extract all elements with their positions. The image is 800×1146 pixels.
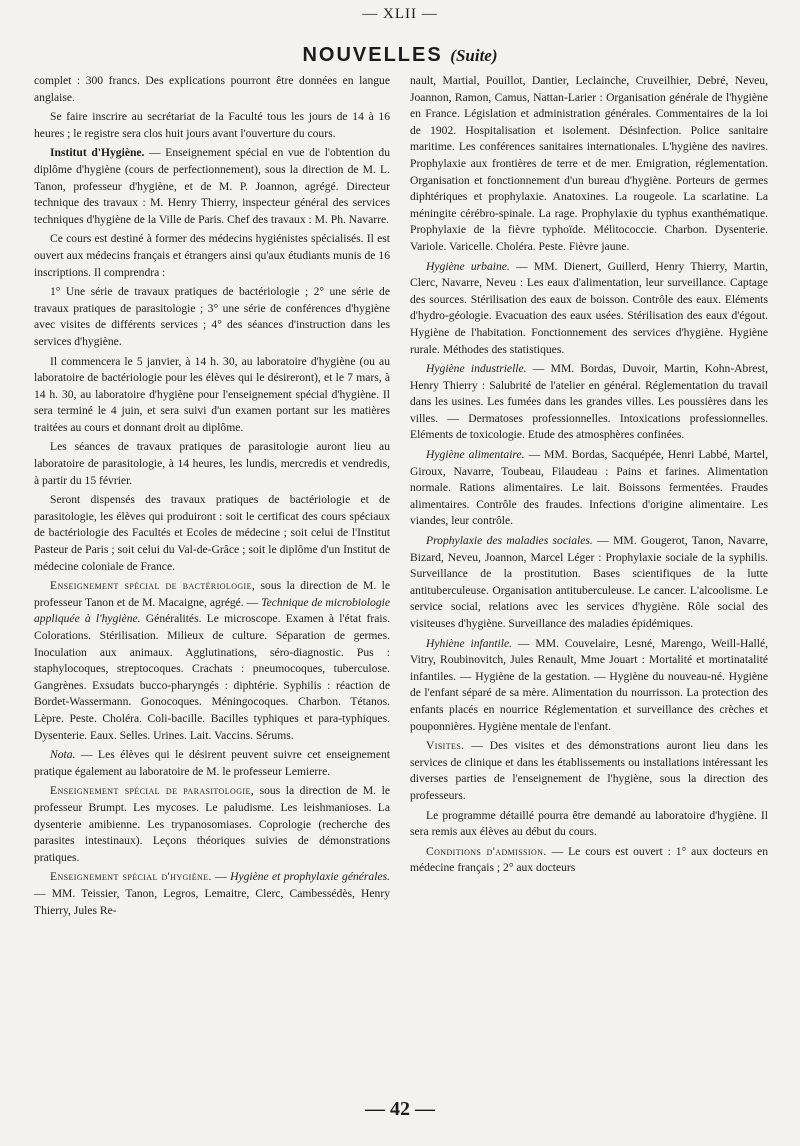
paragraph-label: Conditions d'admission. xyxy=(426,844,547,858)
paragraph-subtitle: Hygiène et prophylaxie générales. xyxy=(230,870,390,884)
paragraph-label: Enseignement spécial de bactériologie, xyxy=(50,579,256,593)
paragraph: 1° Une série de travaux pratiques de bactériologie ; 2° une série de travaux pratiques de parasitologie ; 3° une série de conférences d'hygiène avec visites de différents services ; 4° des séances d'instruction dans les services d'hygiène. xyxy=(34,285,390,348)
paragraph-label: Nota. xyxy=(50,748,76,762)
paragraph-label: Enseignement spécial d'hygiène. xyxy=(50,870,212,884)
section-title: NOUVELLES xyxy=(302,44,443,66)
paragraph-subtitle: Hygiène alimentaire. xyxy=(426,448,525,462)
left-column xyxy=(34,73,390,922)
paragraph-subtitle: Hyhiène infantile. xyxy=(426,636,513,650)
paragraph-text: sous la direction de M. le professeur Brumpt. Les mycoses. Le paludisme. Les leishmanioses. La dysenterie amibienne. Les trypanosomiases. Coprologie (recherche des parasites intestinaux). Leçons théoriques suivies de démonstrations pratiques. xyxy=(34,784,390,864)
paragraph-text: — MM. Dienert, Guillerd, Henry Thierry, Martin, Clerc, Navarre, Neveu : Les eaux d'alimentation, leur surveillance. Captage des sources. Stérilisation des eaux de boisson. Contrôle des eaux. Eléments d'hydro-géologie. Evacuation des eaux usées. Stérilisation des eaux d'égout. Hygiène de l'habitation. Fonctionnement des services d'hygiène. Hygiène rurale. Méthodes des statistiques. xyxy=(410,259,768,356)
paragraph-subtitle: Hygiène industrielle. xyxy=(426,362,527,376)
paragraph xyxy=(410,636,768,736)
paragraph xyxy=(410,447,768,530)
page-number: — 42 — xyxy=(365,1098,435,1120)
page-folio: — XLII — xyxy=(362,6,438,22)
paragraph-subtitle: Hygiène urbaine. xyxy=(426,259,510,273)
paragraph-text: — MM. Couvelaire, Lesné, Marengo, Weill-Hallé, Vitry, Roubinovitch, Jules Renault, Mme Jouart : Mortalité et mortinatalité infantiles. — Hygiène de la gestation. — Hygiène du nouveau-né. Hygiène de l'enfant séparé de sa mère. Alimentation du nourrisson. La protection des enfants placés en nourrice Réglementation et surveillance des crèches et pouponnières. Hygiène mentale de l'enfant. xyxy=(410,636,768,733)
paragraph xyxy=(410,259,768,359)
paragraph-label: Enseignement spécial de parasitologie, xyxy=(50,784,255,798)
paragraph: Seront dispensés des travaux pratiques de bactériologie et de parasitologie, les élèves qui produiront : soit le certificat des cours spéciaux de bactériologie des Facultés et Ecoles de médecine ; soit celui de l'Institut Pasteur de Paris ; soit celui du Val-de-Grâce ; soit le diplôme d'un Institut de médecine coloniale de France. xyxy=(34,493,390,573)
paragraph-text: — Les élèves qui le désirent peuvent suivre cet enseignement pratique également au laboratoire de M. le professeur Lemierre. xyxy=(34,748,390,778)
paragraph: Le programme détaillé pourra être demandé au laboratoire d'hygiène. Il sera remis aux élèves au début du cours. xyxy=(410,808,768,839)
paragraph: Les séances de travaux pratiques de parasitologie auront lieu au laboratoire de parasitologie, à 14 heures, les lundis, mercredis et vendredis, à partir du 15 février. xyxy=(34,440,390,487)
paragraph-text: — MM. Gougerot, Tanon, Navarre, Bizard, Neveu, Joannon, Marcel Léger : Prophylaxie sociale de la syphilis. Surveillance de la prostitution. Bases scientifiques de la lutte antituberculeuse. Organisation antituberculeuse. Le cancer. L'alcoolisme. Le service social, relations avec les services d'hygiène. Rôle social des visiteuses d'hygiène. Surveillance des maladies épidémiques. xyxy=(410,534,769,630)
paragraph-text: — Des visites et des démonstrations auront lieu dans les services de clinique et dans les établissements ou installations intéressant les diverses parties de l'enseignement de l'hygiène, sous la direction des professeurs. xyxy=(410,739,768,802)
paragraph-text: — Enseignement spécial en vue de l'obtention du diplôme d'hygiène (cours de perfectionnement), sous la direction de M. L. Tanon, professeur d'hygiène, et de M. P. Joannon, agrégé. Directeur technique des travaux : M. Henry Thierry, inspecteur général des services techniques d'hygiène de la Ville de Paris. Chef des travaux : M. Ph. Navarre. xyxy=(34,146,390,226)
paragraph xyxy=(34,869,390,919)
paragraph: Se faire inscrire au secrétariat de la Faculté tous les jours de 14 à 16 heures ; le registre sera clos huit jours avant l'ouverture du cours. xyxy=(34,110,390,140)
paragraph xyxy=(34,783,390,866)
paragraph: Ce cours est destiné à former des médecins hygiénistes spécialisés. Il est ouvert aux médecins français et étrangers ainsi qu'aux étudiants munis de 16 inscriptions. Il comprendra : xyxy=(34,232,390,279)
paragraph-text: — MM. Bordas, Sacquépée, Henri Labbé, Martel, Giroux, Navarre, Toubeau, Filaudeau : Pains et farines. Alimentation normale. Rations alimentaires. Le lait. Boissons fermentées. Fraudes alimentaires. Contrôle des fraudes. Infections d'origine alimentaire. Les viandes, leur contrôle. xyxy=(410,448,768,528)
paragraph-text: — xyxy=(211,870,231,884)
paragraph-text: — MM. Teissier, Tanon, Legros, Lemaitre, Clerc, Cambessédès, Henry Thierry, Jules Re- xyxy=(34,886,390,917)
paragraph: nault, Martial, Pouillot, Dantier, Leclainche, Cruveilhier, Debré, Neveu, Joannon, Ramon, Camus, Nattan-Larier : Organisation générale de l'hygiène en France. Législation et administration générales. Commentaires de la loi de 1902. Hospitalisation et isolement. Désinfection. Police sanitaire maritime. Les conférences sanitaires internationales. L'hygiène des navires. Prophylaxie aux frontières de terre et de mer. Emigration, réglementation. Organisation et fonctionnement d'un bureau d'hygiène. Porteurs de germes diphtériques et prophylaxie. Anatoxines. La rougeole. La scarlatine. La méningite cérébro-spinale. La rage. Prophylaxie du typhus exanthématique. Prophylaxie de la fièvre typhoïde. Mélitococcie. Charbon. Dysenterie. Variole. Varicelle. Choléra. Peste. Fièvre jaune. xyxy=(410,74,768,253)
section-suite: (Suite) xyxy=(450,46,498,65)
paragraph xyxy=(410,738,768,804)
paragraph xyxy=(34,145,390,228)
paragraph-label: Visites. xyxy=(426,739,465,753)
paragraph-subtitle: Prophylaxie des maladies sociales. xyxy=(426,534,593,548)
paragraph xyxy=(410,844,768,877)
paragraph xyxy=(34,578,390,744)
paragraph xyxy=(410,533,768,633)
paragraph-text: — Le cours est ouvert : 1° aux docteurs en médecine français ; 2° aux docteurs xyxy=(410,844,768,875)
paragraph xyxy=(34,747,390,780)
paragraph-text: sous la direction de M. le professeur Tanon et de M. Macaigne, agrégé. — xyxy=(34,579,390,609)
paragraph-text: Généralités. Le microscope. Examen à l'état frais. Colorations. Stérilisation. Milieux de culture. Séparation de germes. Inoculation aux animaux. Agglutinations, séro-diagnostic. Pus : staphylocoques, streptocoques. Crachats : pneumocoques, tuberculose. Gangrènes. Exsudats bucco-pharyngés : diphtérie. Syphilis : réaction de Bordet-Wassermann. Gonocoques. Méningocoques. Charbon. Tétanos. Lèpre. Peste. Choléra. Coli-bacille. Bacilles typhiques et para-typhiques. Dysenterie. Eaux. Selles. Urines. Lait. Vaccins. Sérums. xyxy=(34,612,390,742)
paragraph-subtitle: Technique de microbiologie appliquée à l'hygiène. xyxy=(34,595,390,626)
paragraph-text: — MM. Bordas, Duvoir, Martin, Kohn-Abrest, Henry Thierry : Salubrité de l'atelier en général. Réglementation du travail dans les usines. Les fumées dans les grandes villes. Les poussières dans les villes. — Dermatoses professionnelles. Intoxications professionnelles. Eléments de toxicologie. Etude des atmosphères confinées. xyxy=(410,362,768,442)
paragraph: complet : 300 francs. Des explications pourront être données en langue anglaise. xyxy=(34,74,390,104)
paragraph-label: Institut d'Hygiène. xyxy=(50,146,145,160)
section-heading xyxy=(0,44,800,67)
right-column xyxy=(410,73,768,880)
paragraph: Il commencera le 5 janvier, à 14 h. 30, au laboratoire d'hygiène (ou au laboratoire de bactériologie pour les élèves qui le désireront), et le 7 mars, à 14 h. 30, au laboratoire d'hygiène pour l'enseignement spécial d'hygiène. Il sera terminé le 4 juin, et sera suivi d'un examen portant sur les matières traitées au cours et donnant droit au diplôme. xyxy=(34,354,390,434)
paragraph xyxy=(410,361,768,444)
